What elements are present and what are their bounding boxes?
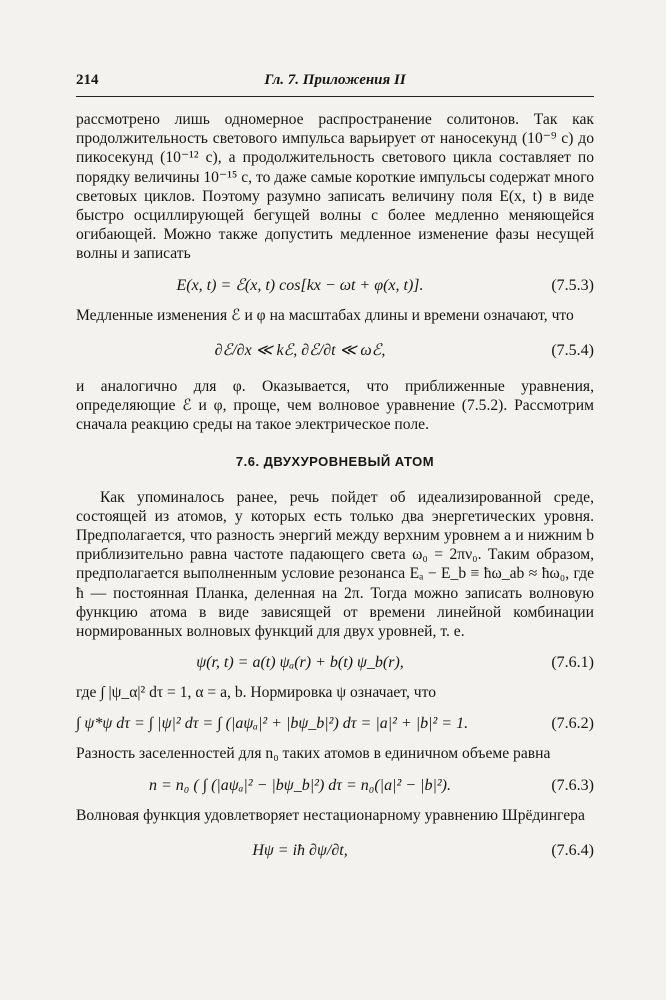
equation-7-5-4: [76, 329, 594, 373]
equation-formula: n = n₀ ( ∫ (|aψₐ|² − |bψ_b|²) dτ = n₀(|a|² − |b|²).: [149, 776, 451, 794]
page-body: [76, 110, 594, 877]
equation-formula: ψ(r, t) = a(t) ψₐ(r) + b(t) ψ_b(r),: [196, 654, 404, 672]
equation-formula: ∫ ψ*ψ dτ = ∫ |ψ|² dτ = ∫ (|aψₐ|² + |bψ_b|²) dτ = |a|² + |b|² = 1.: [76, 715, 469, 733]
equation-formula: ∂ℰ/∂x ≪ kℰ, ∂ℰ/∂t ≪ ωℰ,: [214, 341, 386, 359]
equation-7-5-3: [76, 268, 594, 302]
paragraph-7: Волновая функция удовлетворяет нестационарному уравнению Шрёдингера: [76, 806, 585, 824]
equation-7-6-3: [76, 768, 594, 802]
equation-formula: E(x, t) = ℰ(x, t) cos[kx − ωt + φ(x, t)].: [176, 276, 424, 294]
page-header: [76, 72, 594, 94]
equation-number: (7.5.4): [551, 341, 594, 359]
paragraph-5: где ∫ |ψ_α|² dτ = 1, α = a, b. Нормировка ψ означает, что: [76, 684, 436, 702]
paragraph-1: рассмотрено лишь одномерное распространение солитонов. Так как продолжительность светового импульса варьирует от наносекунд (10⁻⁹ с) до пикосекунд (10⁻¹² с), а продолжительность светового цикла составляет по порядку величины 10⁻¹⁵ с, то даже самые короткие импульсы содержат много световых циклов. Поэтому разумно записать величину поля E(x, t) в виде быстро осциллирующей бегущей волны с более медленно меняющейся огибающей. Можно также допустить медленное изменение фазы несущей волны и записать: [76, 111, 594, 263]
paragraph-4: Как упоминалось ранее, речь пойдет об идеализированной среде, состоящей из атомов, у которых есть только два энергетических уровня. Предполагается, что разность энергий между верхним уровнем a и нижним b приблизительно равна частоте падающего света ω₀ = 2πν₀. Таким образом, предполагается выполненным условие резонанса Eₐ − E_b ≡ ħω_ab ≈ ħω₀, где ħ — постоянная Планка, деленная на 2π. Тогда можно записать волновую функцию атома в виде зависящей от времени линейной комбинации нормированных волновых функций для двух уровней, т. е.: [76, 488, 594, 641]
paragraph-3: и аналогично для φ. Оказывается, что приближенные уравнения, определяющие ℰ и φ, проще, чем волновое уравнение (7.5.2). Рассмотрим сначала реакцию среды на такое электрическое поле.: [76, 377, 594, 434]
equation-7-6-1: [76, 645, 594, 679]
running-title: Гл. 7. Приложения II: [264, 72, 406, 88]
equation-number: (7.6.3): [551, 776, 594, 794]
paragraph-2: Медленные изменения ℰ и φ на масштабах длины и времени означают, что: [76, 306, 574, 324]
paragraph-6: Разность заселенностей для n₀ таких атомов в единичном объеме равна: [76, 745, 551, 763]
equation-7-6-2: [76, 706, 594, 740]
header-rule: [76, 96, 594, 97]
equation-7-6-4: [76, 829, 594, 873]
equation-number: (7.6.1): [551, 654, 594, 672]
equation-formula: Hψ = iħ ∂ψ/∂t,: [252, 841, 348, 859]
section-heading: 7.6. ДВУХУРОВНЕВЫЙ АТОМ: [235, 454, 435, 470]
page-number: 214: [76, 72, 99, 88]
equation-number: (7.5.3): [551, 276, 594, 294]
equation-number: (7.6.4): [551, 841, 594, 859]
equation-number: (7.6.2): [551, 715, 594, 733]
